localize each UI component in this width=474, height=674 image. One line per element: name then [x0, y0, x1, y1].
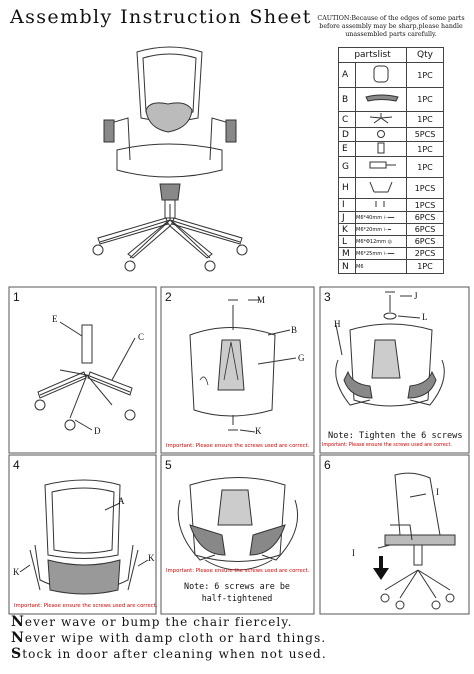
- step-number: 5: [165, 458, 172, 472]
- rule-text: tock in door after cleaning when not used.: [22, 647, 327, 661]
- step2-illustration: [190, 300, 296, 432]
- step4-illustration: [20, 480, 148, 594]
- part-letter: D: [339, 128, 356, 142]
- washer-icon: ◎: [387, 238, 393, 245]
- part-label: I: [352, 548, 355, 558]
- down-arrow-icon: [373, 556, 389, 580]
- part-label: D: [94, 426, 101, 436]
- sheet-title: Assembly Instruction Sheet: [10, 6, 312, 28]
- part-label: K: [13, 567, 20, 577]
- step-number: 2: [165, 290, 172, 304]
- step5-note: [164, 580, 310, 604]
- part-letter: J: [339, 212, 356, 224]
- part-label: M: [257, 295, 266, 305]
- part-qty: 2PCS: [407, 248, 444, 260]
- part-label: I: [436, 487, 439, 497]
- rule-line: [11, 614, 327, 630]
- part-label: G: [298, 353, 305, 363]
- step-number: 6: [324, 458, 331, 472]
- part-qty: 1PC: [407, 260, 444, 274]
- part-label: K: [148, 553, 155, 563]
- part-letter: I: [339, 199, 356, 212]
- part-letter: B: [339, 88, 356, 112]
- part-letter: C: [339, 112, 356, 128]
- step5-illustration: [178, 478, 297, 571]
- part-qty: 1PC: [407, 112, 444, 128]
- main-chair-illustration: [93, 47, 247, 271]
- step3-illustration: [336, 292, 445, 406]
- step5-note-line2: half-tightened: [201, 593, 273, 603]
- part-letter: L: [339, 236, 356, 248]
- part-letter: K: [339, 224, 356, 236]
- part-label: E: [52, 314, 58, 324]
- part-letter: G: [339, 157, 356, 178]
- part-qty: 6PCS: [407, 236, 444, 248]
- screw-icon: ⊢━━: [383, 214, 395, 221]
- part-qty: 1PC: [407, 157, 444, 178]
- part-spec-text: M6: [356, 263, 364, 270]
- rule-initial: N: [11, 630, 25, 646]
- part-spec-text: M6*40mm: [356, 214, 383, 221]
- step6-illustration: [378, 473, 455, 609]
- rule-text: ever wipe with damp cloth or hard things.: [24, 631, 327, 645]
- rule-line: [11, 646, 327, 662]
- part-spec-text: M6*20mm: [356, 226, 383, 233]
- step-number: 1: [13, 290, 20, 304]
- step-number: 3: [324, 290, 331, 304]
- part-qty: 5PCS: [407, 128, 444, 142]
- part-label: B: [291, 325, 298, 335]
- step3-warning: Important: Please ensure the screws used are correct.: [322, 443, 452, 448]
- part-label: A: [118, 496, 125, 506]
- part-label: L: [422, 312, 428, 322]
- step4-warning: Important: Please ensure the screws used are correct.: [14, 603, 158, 609]
- rule-initial: N: [11, 614, 25, 630]
- rule-text: ever wave or bump the chair fiercely.: [24, 615, 293, 629]
- rule-initial: S: [11, 646, 23, 662]
- step-number: 4: [13, 458, 20, 472]
- part-letter: N: [339, 260, 356, 274]
- care-rules: [11, 614, 327, 662]
- part-qty: 1PCS: [407, 178, 444, 199]
- screw-icon: ⊢━━: [383, 250, 395, 257]
- part-letter: E: [339, 142, 356, 157]
- rule-line: [11, 630, 327, 646]
- step1-illustration: [35, 322, 135, 430]
- part-qty: 1PC: [407, 88, 444, 112]
- part-qty: 1PC: [407, 63, 444, 88]
- part-qty: 6PCS: [407, 224, 444, 236]
- part-label: H: [334, 319, 341, 329]
- part-label: J: [414, 291, 418, 301]
- step5-note-line1: Note: 6 screws are be: [184, 581, 290, 591]
- part-qty: 1PC: [407, 142, 444, 157]
- part-label: K: [255, 426, 262, 436]
- caution-text: CAUTION:Because of the edges of some parts before assembly may be sharp,please handle unassembled parts carefully.: [317, 15, 465, 38]
- part-spec-text: M6*Φ12mm: [356, 238, 387, 245]
- part-letter: M: [339, 248, 356, 260]
- part-letter: H: [339, 178, 356, 199]
- screw-icon: ⊢━: [383, 226, 392, 233]
- parts-list-header-name: partslist: [339, 48, 407, 63]
- part-label: C: [138, 332, 145, 342]
- part-letter: A: [339, 63, 356, 88]
- part-spec-text: M6*25mm: [356, 250, 383, 257]
- step3-note: Note: Tighten the 6 screws: [328, 431, 463, 441]
- step5-warning: Important: Please ensure the screws used are correct.: [166, 568, 310, 574]
- part-qty: 6PCS: [407, 212, 444, 224]
- parts-list-header-qty: Qty: [407, 48, 444, 63]
- step2-warning: Important: Please ensure the screws used are correct.: [166, 443, 310, 449]
- part-qty: 1PCS: [407, 199, 444, 212]
